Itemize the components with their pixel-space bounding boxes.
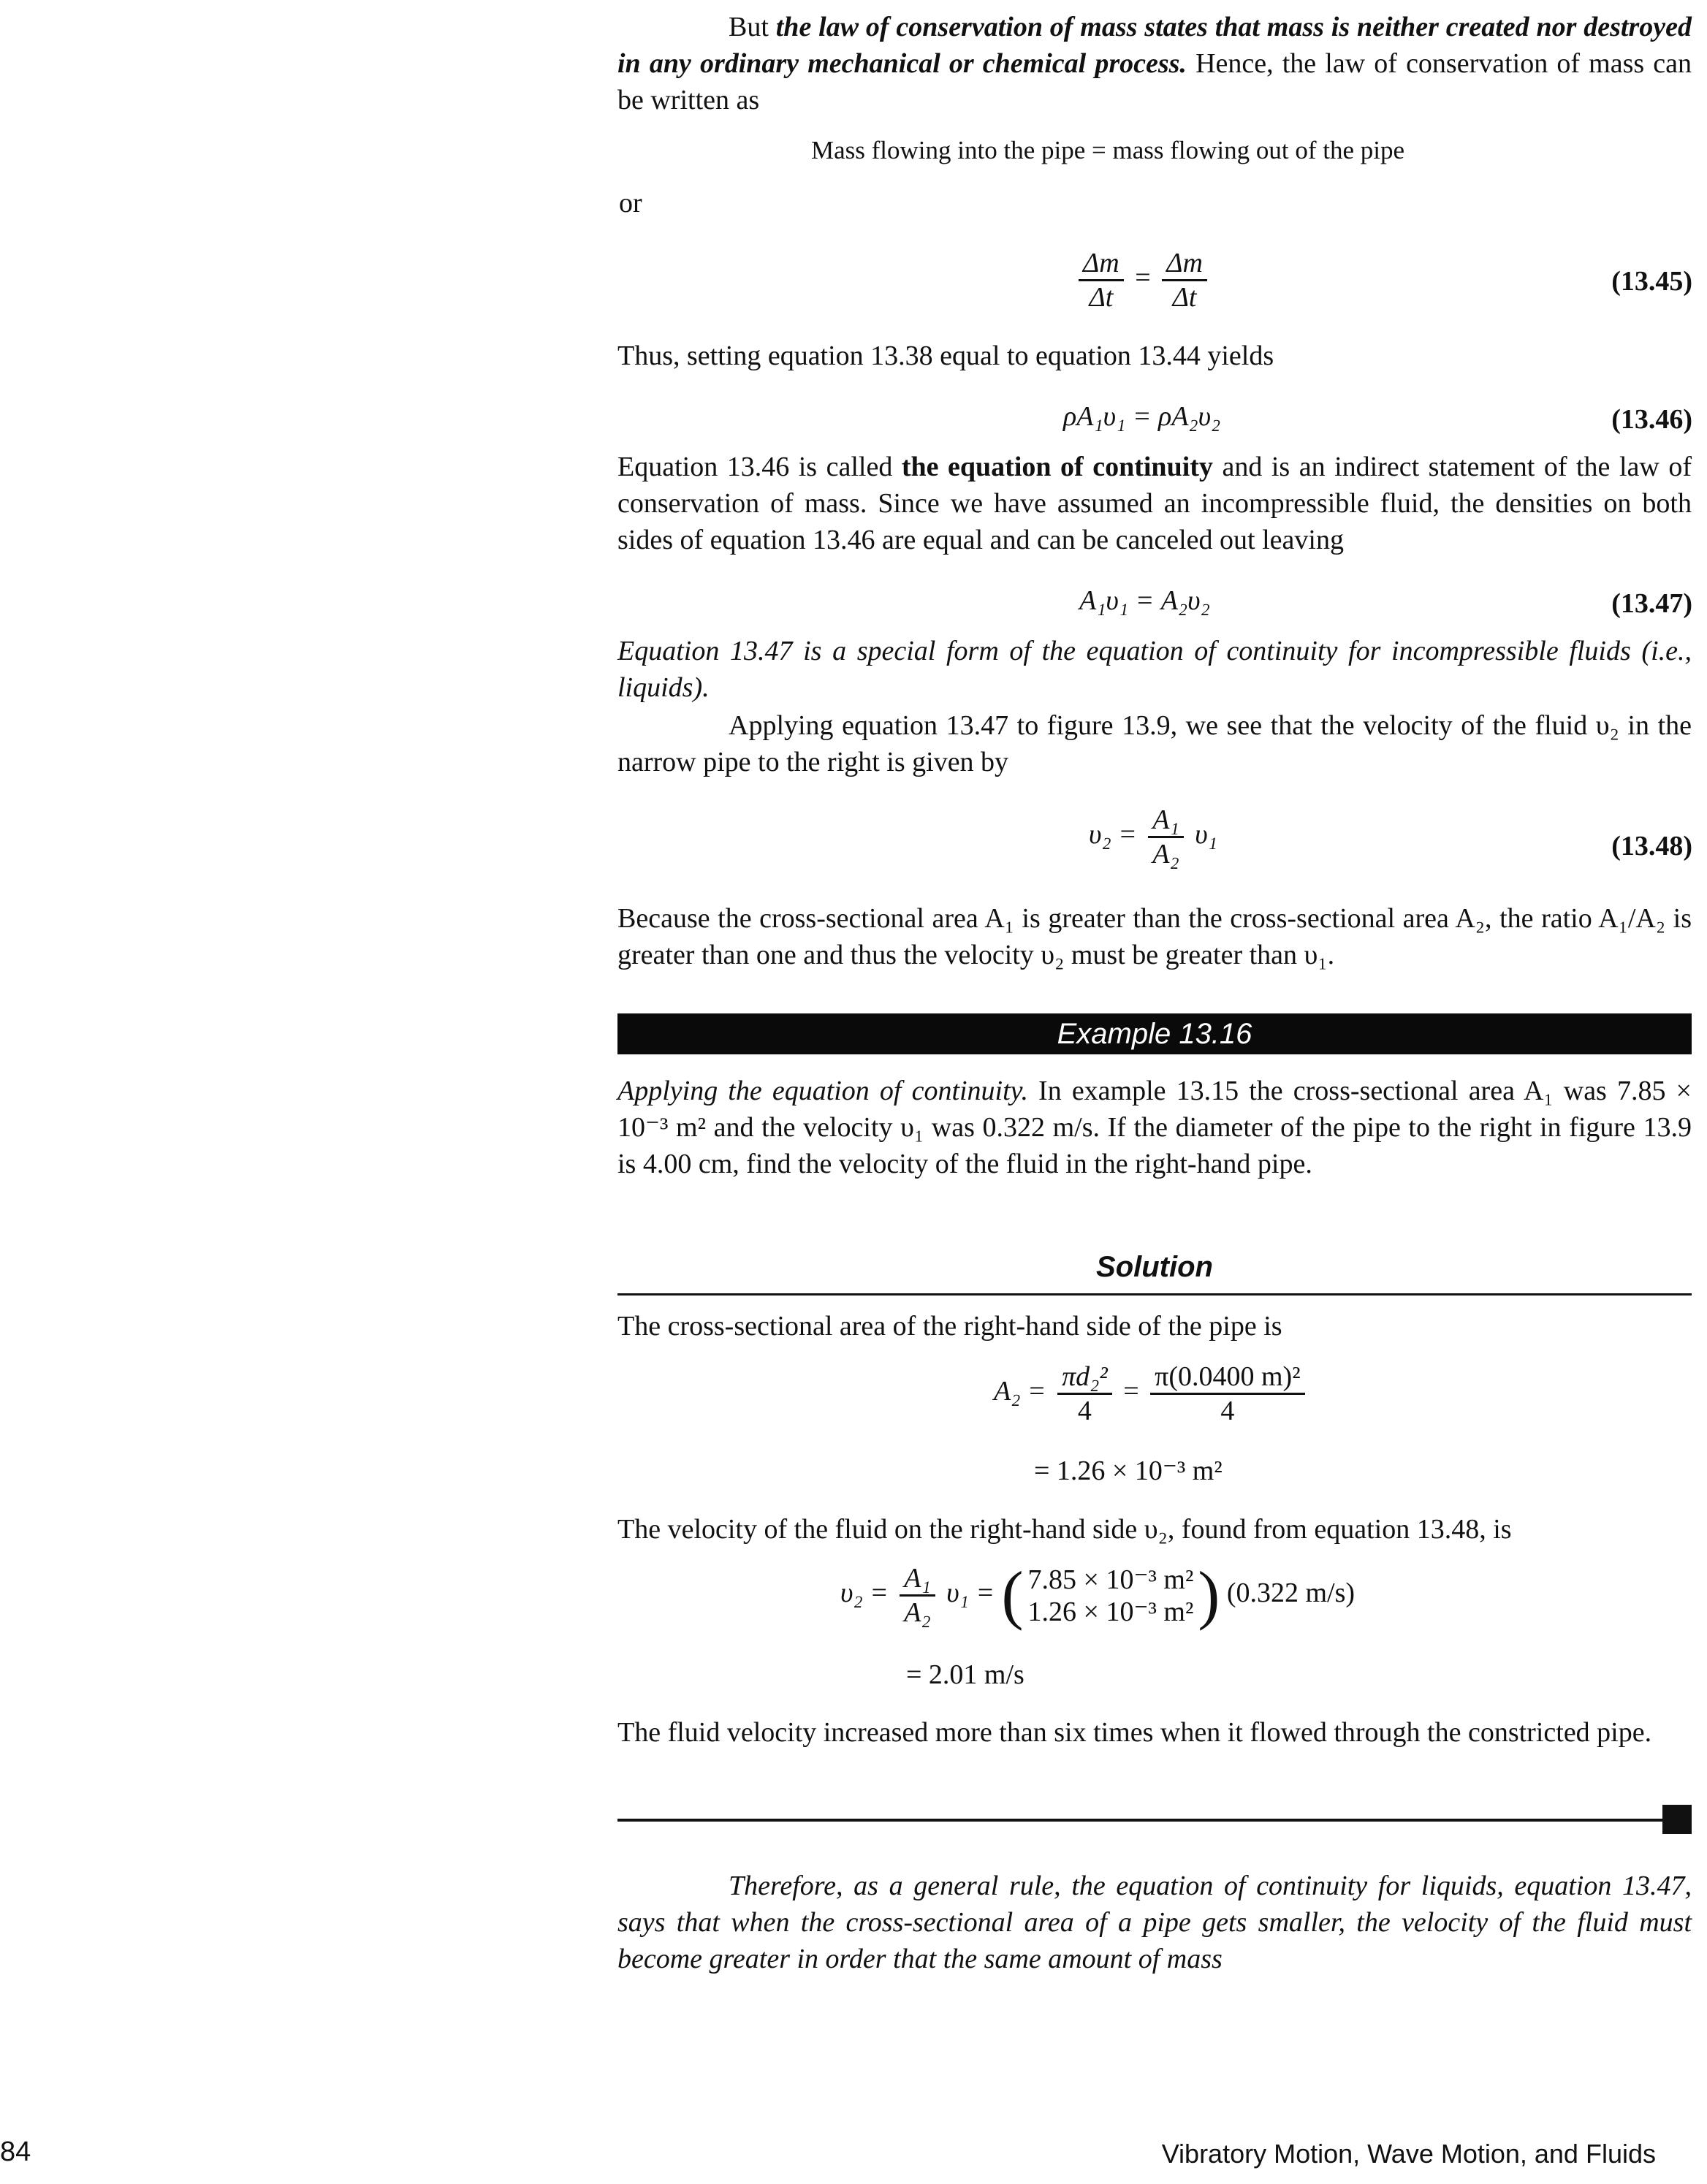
a2-equals: = xyxy=(1123,1376,1139,1407)
p3-lead: Equation 13.46 is called xyxy=(617,452,902,482)
solution-step-1: The cross-sectional area of the right-hand side of the pipe is xyxy=(617,1311,1282,1342)
paragraph-conservation-of-mass xyxy=(617,9,1692,118)
equation-label-13-48: (13.48) xyxy=(1611,831,1692,861)
equation-13-46: ρA₁υ₁ = ρA₂υ₂ xyxy=(1063,401,1221,432)
solution-step-3: The fluid velocity increased more than six times when it flowed through the constricted pipe. xyxy=(617,1717,1652,1748)
equation-v2 xyxy=(840,1559,1356,1632)
paragraph-setting-equal: Thus, setting equation 13.38 equal to equation 13.44 yields xyxy=(617,340,1274,371)
v2-num: A₁ xyxy=(900,1562,935,1597)
p1-rest: Hence, the law of conservation of mass can be written as xyxy=(617,48,1692,115)
eq48-rhs: υ₁ xyxy=(1195,819,1217,851)
equation-13-47: A₁υ₁ = A₂υ₂ xyxy=(1079,585,1210,616)
a2-lhs: A₂ = xyxy=(994,1376,1046,1407)
example-banner: Example 13.16 xyxy=(617,1013,1692,1054)
mass-statement: Mass flowing into the pipe = mass flowing out of the pipe xyxy=(811,136,1405,164)
eq45-lhs-den: Δt xyxy=(1089,282,1114,313)
v2-mid: υ₁ = xyxy=(946,1578,995,1609)
end-of-example-square xyxy=(1662,1805,1692,1834)
eq48-lhs: υ₂ = xyxy=(1089,819,1137,851)
paragraph-because-cross-sectional: Because the cross-sectional area A₁ is greater than the cross-sectional area A₂, the ratio A₁/A₂ is greater than one and thus the velocity υ₂ must be greater than υ₁. xyxy=(617,903,1692,970)
left-paren: ( xyxy=(1001,1559,1024,1632)
v2-den: A₂ xyxy=(904,1597,931,1628)
a2-den1: 4 xyxy=(1077,1396,1092,1426)
eq45-lhs-num: Δm xyxy=(1079,247,1124,281)
equation-13-48 xyxy=(1089,804,1217,870)
eq48-num: A₁ xyxy=(1148,804,1183,838)
running-footer: Vibratory Motion, Wave Motion, and Fluids xyxy=(1161,2139,1656,2169)
right-paren: ) xyxy=(1198,1559,1220,1632)
solution-rule xyxy=(617,1293,1692,1295)
paragraph-general-rule: Therefore, as a general rule, the equation of continuity for liquids, equation 13.47, says that when the cross-sectional area of a pipe gets smaller, the velocity of the fluid must become greater in order that the same amount of mass xyxy=(617,1871,1692,1974)
v2-lhs: υ₂ = xyxy=(840,1578,889,1609)
v2-tail: (0.322 m/s) xyxy=(1226,1578,1356,1609)
paragraph-special-form: Equation 13.47 is a special form of the equation of continuity for incompressible fluids (i.e., liquids). xyxy=(617,636,1692,703)
or-text: or xyxy=(619,188,642,218)
end-of-example-rule xyxy=(617,1819,1673,1822)
example-lead: Applying the equation of continuity. xyxy=(617,1076,1028,1106)
eq45-rhs-num: Δm xyxy=(1162,247,1207,281)
a2-num1: πd₂² xyxy=(1057,1361,1112,1395)
example-problem xyxy=(617,1073,1692,1182)
equation-13-45 xyxy=(1074,247,1212,313)
page-number: 84 xyxy=(0,2137,31,2167)
p3-rest: and is an indirect statement of the law of conservation of mass. Since we have assumed an incompressible fluid, the densities on both sides of equation 13.46 are equal and can be canceled out leaving xyxy=(617,452,1692,555)
v2-paren-num: 7.85 × 10⁻³ m² xyxy=(1027,1564,1194,1595)
example-text: In example 13.15 the cross-sectional area A₁ was 7.85 × 10⁻³ m² and the velocity υ₁ was 0.322 m/s. If the diameter of the pipe to the right in figure 13.9 is 4.00 cm, find the velocity of the fluid in the right-hand pipe. xyxy=(617,1076,1692,1179)
equation-label-13-46: (13.46) xyxy=(1611,404,1692,435)
solution-step-2: The velocity of the fluid on the right-hand side υ₂, found from equation 13.48, is xyxy=(617,1514,1512,1545)
a2-result: = 1.26 × 10⁻³ m² xyxy=(1034,1456,1223,1486)
a2-num2: π(0.0400 m)² xyxy=(1150,1361,1304,1395)
p3-bold: the equation of continuity xyxy=(901,452,1213,482)
v2-paren-den: 1.26 × 10⁻³ m² xyxy=(1027,1596,1194,1627)
v2-result: = 2.01 m/s xyxy=(906,1659,1024,1690)
p1-italic: the law of conservation of mass states that mass is neither created nor destroyed in any ordinary mechanical or chemical process. xyxy=(617,12,1692,79)
equation-a2 xyxy=(994,1361,1309,1427)
solution-title: Solution xyxy=(1096,1251,1213,1283)
p1-lead: But xyxy=(729,12,776,42)
paragraph-applying-equation: Applying equation 13.47 to figure 13.9, we see that the velocity of the fluid υ₂ in the narrow pipe to the right is given by xyxy=(617,710,1692,777)
equation-label-13-47: (13.47) xyxy=(1611,588,1692,619)
eq45-equals: = xyxy=(1135,262,1151,294)
eq48-den: A₂ xyxy=(1152,839,1179,870)
eq45-rhs-den: Δt xyxy=(1172,282,1197,313)
a2-den2: 4 xyxy=(1220,1396,1235,1426)
paragraph-equation-of-continuity xyxy=(617,449,1692,558)
equation-label-13-45: (13.45) xyxy=(1611,266,1692,297)
